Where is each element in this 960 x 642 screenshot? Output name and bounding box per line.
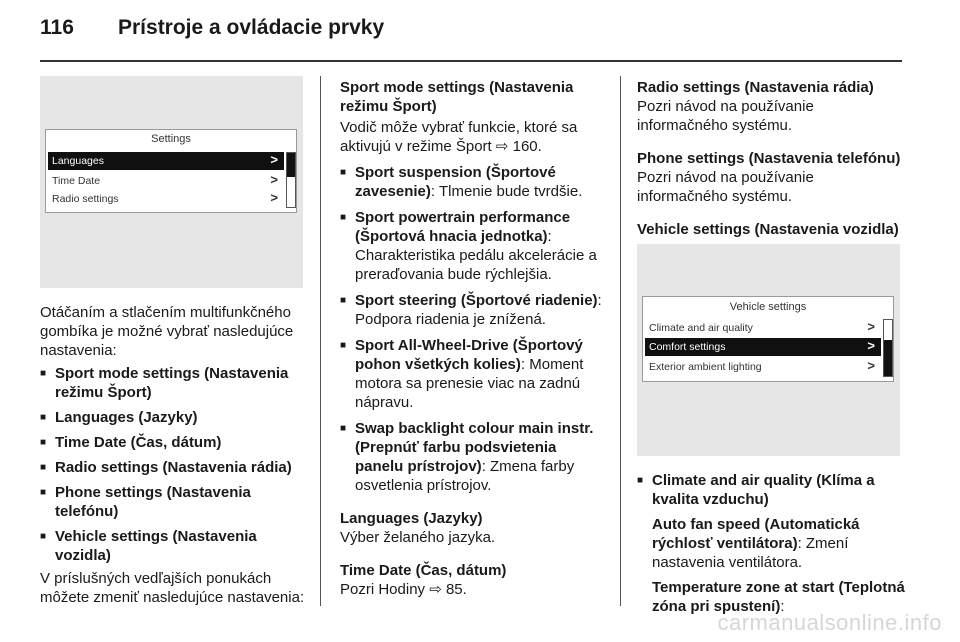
section-heading: Time Date (Čas, dátum) bbox=[340, 562, 507, 579]
list-item: ■ Sport powertrain performance (Športová hnacia jednotka): Charakteristika pedálu akcelerácie a preraďovania bude rýchlejšia. bbox=[340, 208, 608, 284]
screen-row-languages bbox=[48, 152, 284, 170]
settings-screen-figure bbox=[40, 76, 303, 288]
screen-row-comfort bbox=[645, 338, 881, 356]
chevron-right-icon: > bbox=[867, 338, 875, 353]
section-heading: Vehicle settings (Nastavenia vozidla) bbox=[637, 221, 899, 238]
screen-scrollbar bbox=[883, 319, 893, 377]
screen-row-time-date bbox=[48, 172, 284, 190]
intro-text: Otáčaním a stlačením multifunkčného gombíka je možné vybrať nasledujúce nastavenia: bbox=[40, 304, 294, 359]
list-item: ■ Sport suspension (Športové zavesenie): Tlmenie bude tvrdšie. bbox=[340, 163, 608, 201]
list-item: ■ Time Date (Čas, dátum) bbox=[40, 433, 308, 452]
list-item: ■ Languages (Jazyky) bbox=[40, 408, 308, 427]
screen-row-label: Languages bbox=[52, 155, 104, 167]
section-text: Pozri Hodiny ⇨ 85. bbox=[340, 581, 467, 598]
screen-row-exterior-lighting bbox=[645, 358, 881, 376]
column-divider bbox=[620, 76, 621, 606]
scrollbar-thumb bbox=[884, 340, 892, 376]
screen-title: Vehicle settings bbox=[729, 301, 807, 313]
column-1 bbox=[40, 303, 308, 607]
screen-row-label: Radio settings bbox=[52, 193, 119, 205]
chevron-right-icon: > bbox=[867, 319, 875, 334]
screen-row-climate bbox=[645, 319, 881, 337]
watermark: carmanualsonline.info bbox=[717, 610, 942, 635]
screen-row-label: Comfort settings bbox=[649, 341, 726, 353]
list-item: ■ Vehicle settings (Nastavenia vozidla) bbox=[40, 527, 308, 565]
list-item: ■ Climate and air quality (Klíma a kvalita vzduchu) bbox=[637, 471, 907, 509]
chevron-right-icon: > bbox=[270, 172, 278, 187]
section-heading: Phone settings (Nastavenia telefónu) bbox=[637, 150, 901, 167]
list-item: ■ Sport mode settings (Nastavenia režimu Šport) bbox=[40, 364, 308, 402]
scrollbar-thumb bbox=[287, 153, 295, 177]
section-text: Pozri návod na používanie informačného systému. bbox=[637, 98, 814, 134]
screen-row-label: Exterior ambient lighting bbox=[649, 361, 762, 373]
header-rule bbox=[40, 60, 902, 62]
column-3-lower bbox=[637, 471, 907, 616]
column-3 bbox=[637, 78, 907, 239]
list-item: ■ Sport All-Wheel-Drive (Športový pohon všetkých kolies): Moment motora sa prenesie viac na zadnú nápravu. bbox=[340, 336, 608, 412]
screen-row-radio-settings bbox=[48, 190, 284, 208]
list-item: ■ Swap backlight colour main instr. (Prepnúť farbu podsvietenia panelu prístrojov): Zmena farby osvetlenia prístrojov. bbox=[340, 419, 608, 495]
section-intro: Vodič môže vybrať funkcie, ktoré sa aktivujú v režime Šport ⇨ 160. bbox=[340, 119, 578, 155]
column-divider bbox=[320, 76, 321, 606]
column-2 bbox=[340, 78, 608, 599]
section-text: Výber želaného jazyka. bbox=[340, 529, 496, 546]
screen-title: Settings bbox=[151, 133, 191, 145]
settings-screen bbox=[45, 129, 297, 213]
list-item: ■ Phone settings (Nastavenia telefónu) bbox=[40, 483, 308, 521]
chevron-right-icon: > bbox=[867, 358, 875, 373]
vehicle-settings-screen bbox=[642, 296, 894, 382]
list-item: ■ Radio settings (Nastavenia rádia) bbox=[40, 458, 308, 477]
outro-text: V príslušných vedľajších ponukách môžete zmeniť nasledujúce nastavenia: bbox=[40, 570, 305, 606]
list-item: ■ Sport steering (Športové riadenie): Podpora riadenia je znížená. bbox=[340, 291, 608, 329]
page-number: 116 bbox=[40, 16, 74, 39]
section-heading: Sport mode settings (Nastavenia režimu Šport) bbox=[340, 79, 574, 115]
section-heading: Radio settings (Nastavenia rádia) bbox=[637, 79, 874, 96]
vehicle-settings-screen-figure bbox=[637, 244, 900, 456]
screen-scrollbar bbox=[286, 152, 296, 208]
chevron-right-icon: > bbox=[270, 152, 278, 167]
screen-row-label: Time Date bbox=[52, 175, 101, 187]
sub-item: Temperature zone at start (Teplotná zóna pri spustení): bbox=[652, 579, 905, 615]
chevron-right-icon: > bbox=[270, 190, 278, 205]
section-heading: Languages (Jazyky) bbox=[340, 510, 483, 527]
sub-item: Auto fan speed (Automatická rýchlosť ventilátora): Zmení nastavenia ventilátora. bbox=[652, 516, 860, 571]
screen-row-label: Climate and air quality bbox=[649, 322, 753, 334]
page-title: Prístroje a ovládacie prvky bbox=[118, 16, 385, 39]
section-text: Pozri návod na používanie informačného systému. bbox=[637, 169, 814, 205]
